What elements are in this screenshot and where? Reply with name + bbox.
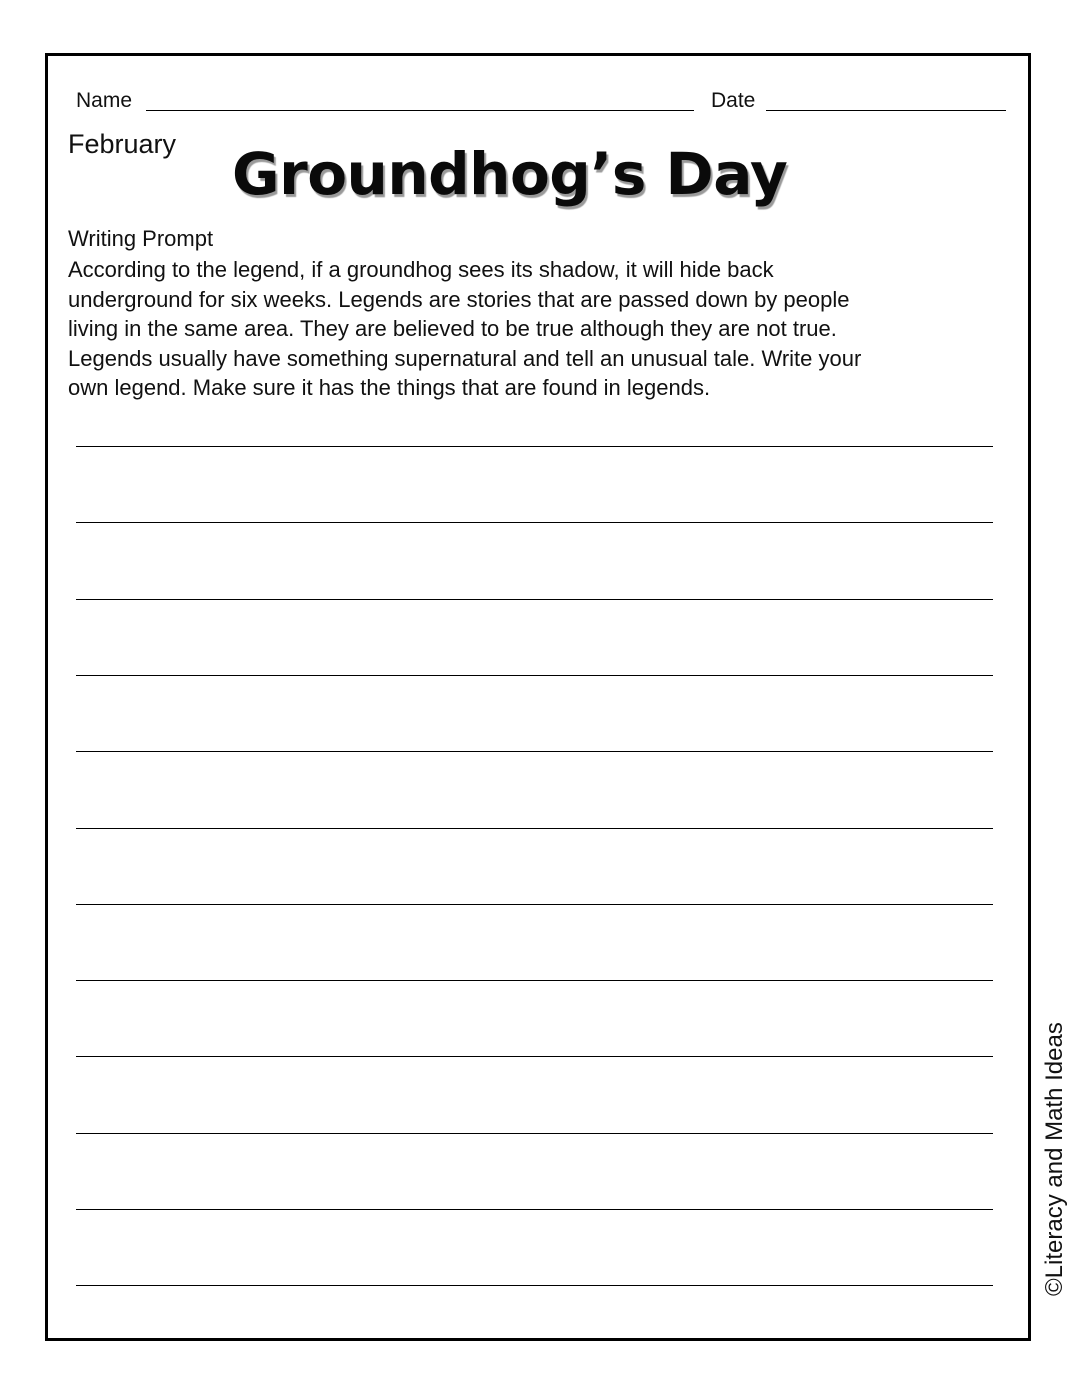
month-label: February <box>68 129 177 159</box>
prompt-line: own legend. Make sure it has the things that are found in legends. <box>68 375 711 401</box>
date-field-line[interactable] <box>766 110 1006 111</box>
writing-line[interactable] <box>76 1133 993 1134</box>
prompt-line: living in the same area. They are believed to be true although they are not true. <box>68 316 837 342</box>
prompt-line: Legends usually have something supernatural and tell an unusual tale. Write your <box>68 345 862 371</box>
name-field-line[interactable] <box>146 110 694 111</box>
writing-line[interactable] <box>76 751 993 752</box>
prompt-heading: Writing Prompt <box>68 226 214 251</box>
writing-line[interactable] <box>76 828 993 829</box>
writing-line[interactable] <box>76 675 993 676</box>
prompt-text <box>68 255 988 403</box>
writing-line[interactable] <box>76 1285 993 1286</box>
writing-line[interactable] <box>76 1209 993 1210</box>
writing-line[interactable] <box>76 904 993 905</box>
date-label: Date <box>711 89 756 112</box>
prompt-line: underground for six weeks. Legends are stories that are passed down by people <box>68 286 850 312</box>
name-label: Name <box>76 89 133 112</box>
writing-line[interactable] <box>76 522 993 523</box>
page-title: Groundhog’s Day <box>232 140 788 208</box>
writing-line[interactable] <box>76 1056 993 1057</box>
writing-line[interactable] <box>76 446 993 447</box>
writing-line[interactable] <box>76 599 993 600</box>
writing-line[interactable] <box>76 980 993 981</box>
prompt-line: According to the legend, if a groundhog sees its shadow, it will hide back <box>68 257 774 282</box>
copyright-text: ©Literacy and Math Ideas <box>1041 1022 1068 1296</box>
